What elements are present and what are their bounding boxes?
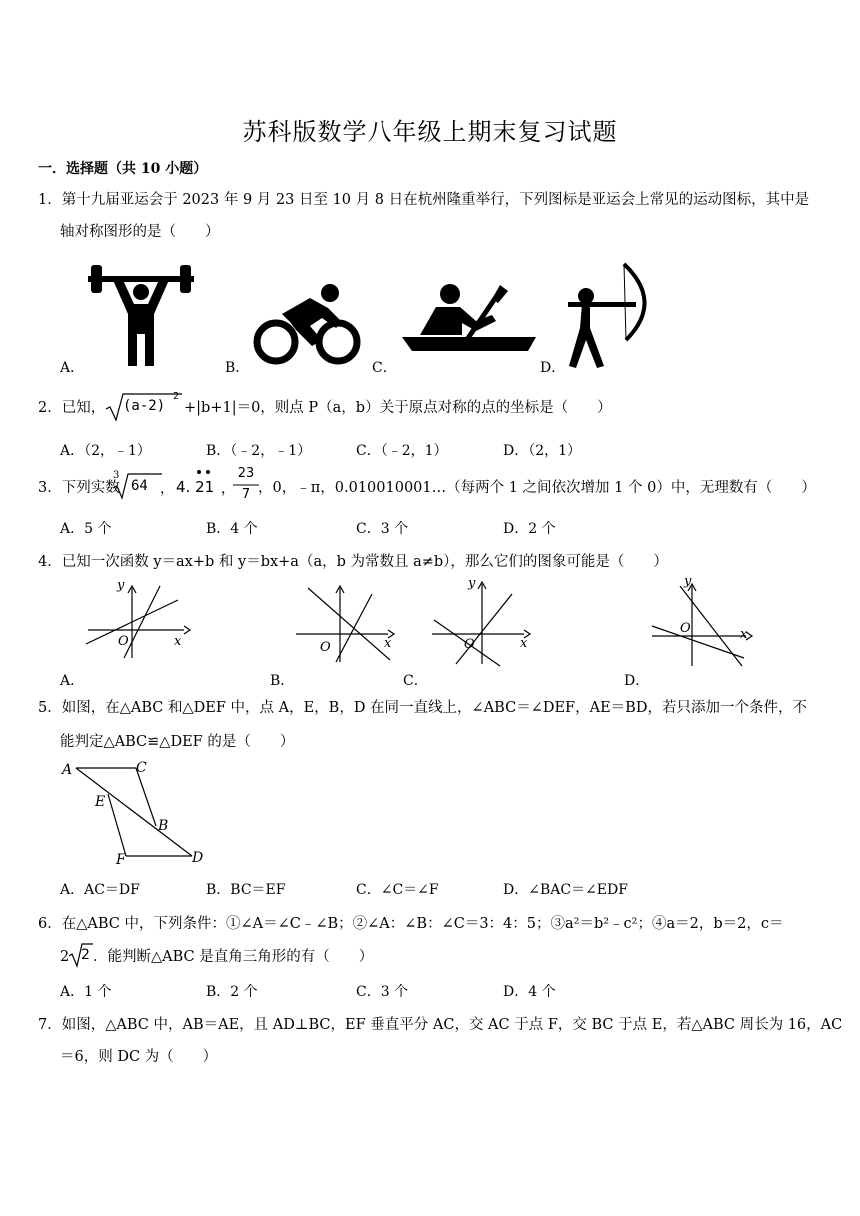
weightlifting-icon: [88, 262, 194, 370]
q3-repeating-dots: [196, 468, 218, 476]
q4-d-y-label: y: [684, 574, 692, 589]
q1-option-d[interactable]: D．: [540, 360, 566, 376]
q6-stem-line2-coef: 2: [60, 949, 70, 965]
q3-cuberoot-index: 3: [113, 470, 120, 481]
q3-fraction-numerator: 23: [237, 466, 255, 481]
q3-repeating-decimal: 4. 21: [176, 478, 215, 496]
q6-stem-line2: ．能判断△ABC 是直角三角形的有（ ）: [93, 949, 374, 965]
q4-stem: 4．已知一次函数 y＝ax+b 和 y＝bx+a（a，b 为常数且 a≠b），那么它们的图象可能是（ ）: [38, 554, 668, 570]
q5-option-b[interactable]: B．BC＝EF: [206, 882, 286, 898]
q4-option-c[interactable]: C．: [403, 673, 428, 689]
section-heading: 一．选择题（共 10 小题）: [38, 161, 208, 177]
q5-option-a[interactable]: A．AC＝DF: [60, 882, 140, 898]
q4-option-a[interactable]: A．: [60, 673, 85, 689]
q5-point-a: A: [62, 762, 73, 778]
cycling-icon: [252, 284, 362, 368]
q6-stem-line1: 6．在△ABC 中，下列条件：①∠A＝∠C﹣∠B；②∠A：∠B：∠C＝3：4：5；③a²＝b²﹣c²；④a＝2，b＝2，c＝: [38, 916, 784, 932]
q4-c-y-label: y: [468, 576, 476, 591]
q5-triangle-figure: [60, 760, 210, 868]
q3-cuberoot-radicand: 64: [131, 478, 148, 494]
q7-stem-line2: ＝6，则 DC 为（ ）: [60, 1049, 218, 1065]
q7-stem-line1: 7．如图，△ABC 中，AB＝AE，且 AD⊥BC，EF 垂直平分 AC，交 AC 于点 F，交 BC 于点 E，若△ABC 周长为 16，AC: [38, 1017, 843, 1033]
q4-b-origin: O: [320, 640, 331, 655]
q5-point-d: D: [192, 850, 204, 866]
archery-icon: [568, 262, 650, 372]
q1-stem-line1: 1．第十九届亚运会于 2023 年 9 月 23 日至 10 月 8 日在杭州隆重举行，下列图标是亚运会上常见的运动图标，其中是: [38, 192, 810, 208]
page-title: 苏科版数学八年级上期末复习试题: [242, 118, 618, 146]
q6-option-d[interactable]: D．4 个: [503, 984, 556, 1000]
q1-option-a[interactable]: A．: [60, 360, 85, 376]
q3-sep1: ，: [160, 481, 174, 497]
q4-option-d[interactable]: D．: [624, 673, 650, 689]
q5-point-e: E: [95, 794, 106, 810]
q2-option-d[interactable]: D．（2，1）: [503, 443, 582, 459]
q1-option-b[interactable]: B．: [225, 360, 250, 376]
q4-a-origin: O: [118, 634, 129, 649]
q4-a-x-label: x: [174, 634, 182, 649]
q6-radicand: 2: [81, 947, 90, 963]
q3-option-b[interactable]: B．4 个: [206, 521, 258, 537]
q3-option-c[interactable]: C．3 个: [356, 521, 409, 537]
q3-suffix: ，0，﹣π，0.010010001…（每两个 1 之间依次增加 1 个 0）中，无理数有（ ）: [258, 480, 816, 496]
q6-option-c[interactable]: C．3 个: [356, 984, 409, 1000]
q3-option-d[interactable]: D．2 个: [503, 521, 556, 537]
q5-stem-line2: 能判定△ABC≌△DEF 的是（ ）: [60, 734, 295, 750]
q2-exponent: 2: [173, 391, 180, 402]
q3-option-a[interactable]: A．5 个: [60, 521, 112, 537]
q5-stem-line1: 5．如图，在△ABC 和△DEF 中，点 A，E，B，D 在同一直线上，∠ABC＝∠DEF，AE＝BD，若只添加一个条件，不: [38, 700, 807, 716]
q4-graph-c: [430, 576, 538, 666]
q4-c-x-label: x: [520, 636, 528, 651]
q5-point-c: C: [136, 760, 147, 776]
q2-option-b[interactable]: B．（﹣2，﹣1）: [206, 443, 312, 459]
q6-option-b[interactable]: B．2 个: [206, 984, 258, 1000]
q4-d-origin: O: [680, 621, 691, 636]
q2-option-a[interactable]: A．（2，﹣1）: [60, 443, 151, 459]
q2-option-c[interactable]: C．（﹣2，1）: [356, 443, 448, 459]
q2-prefix: 2．已知，: [38, 400, 106, 416]
q4-option-b[interactable]: B．: [270, 673, 295, 689]
q4-graph-d: [650, 574, 760, 666]
q4-a-y-label: y: [117, 578, 125, 593]
q3-sep2: ，: [221, 481, 235, 497]
q3-prefix: 3．下列实数: [38, 480, 120, 496]
q5-option-c[interactable]: C．∠C＝∠F: [356, 882, 439, 898]
q5-point-f: F: [116, 852, 126, 868]
q2-radicand: (a-2): [123, 398, 166, 414]
canoeing-icon: [400, 283, 538, 353]
q4-b-x-label: x: [384, 636, 392, 651]
q2-suffix: +|b+1|＝0，则点 P（a，b）关于原点对称的点的坐标是（ ）: [184, 400, 612, 416]
q3-fraction-bar: [233, 484, 259, 486]
q1-stem-line2: 轴对称图形的是（ ）: [60, 224, 220, 240]
q1-option-c[interactable]: C．: [372, 360, 397, 376]
q3-fraction-denominator: 7: [241, 487, 251, 502]
q5-point-b: B: [158, 818, 169, 834]
q4-c-origin: O: [464, 637, 475, 652]
q6-option-a[interactable]: A．1 个: [60, 984, 112, 1000]
q4-d-x-label: x: [740, 627, 748, 642]
q5-option-d[interactable]: D．∠BAC＝∠EDF: [503, 882, 628, 898]
